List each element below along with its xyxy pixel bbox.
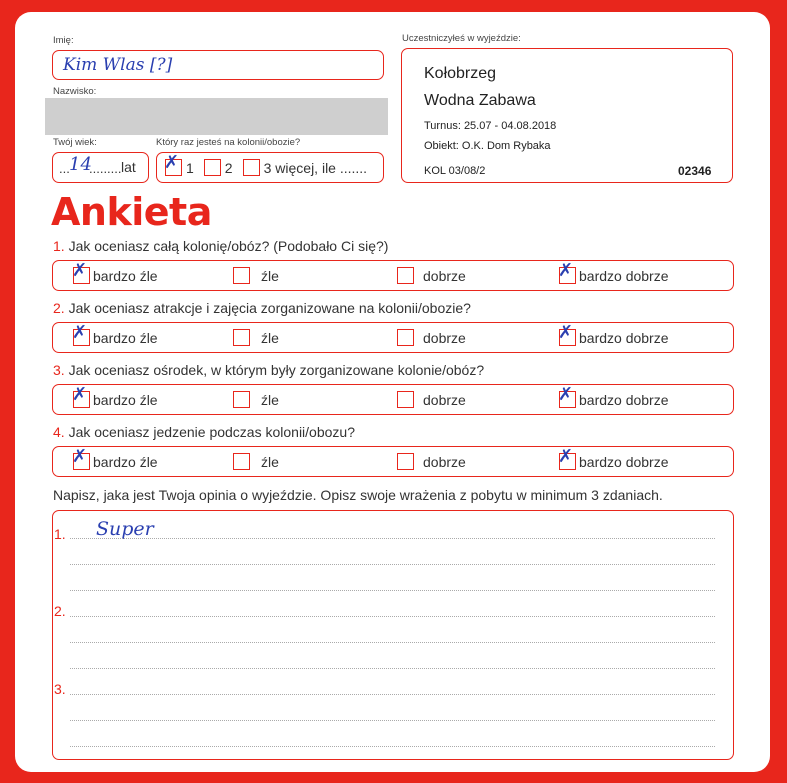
line-number-1: 1.	[54, 526, 66, 542]
checkbox-3-dobrze[interactable]	[397, 391, 414, 408]
imie-label: Imię:	[53, 35, 74, 46]
wiek-dots: ...	[59, 161, 70, 176]
writing-line	[70, 668, 715, 669]
writing-line	[70, 538, 715, 539]
writing-line	[70, 590, 715, 591]
wiek-label: Twój wiek:	[53, 137, 97, 148]
checkbox-raz-2[interactable]	[204, 159, 221, 176]
raz-1-label: 1	[186, 159, 194, 176]
wiek-field[interactable]	[52, 152, 149, 183]
trip-obiekt: Obiekt: O.K. Dom Rybaka	[424, 140, 551, 152]
option-3-zle[interactable]	[233, 391, 279, 408]
question-3-text: Jak oceniasz ośrodek, w którym były zorganizowane kolonie/obóz?	[68, 362, 485, 378]
opinion-box[interactable]	[52, 510, 734, 760]
question-3-num: 3.	[53, 362, 65, 378]
checkbox-3-bardzo-dobrze[interactable]: ✗	[559, 391, 576, 408]
ktory-raz-options	[164, 152, 368, 176]
checkbox-2-zle[interactable]	[233, 329, 250, 346]
lat-label: lat	[121, 159, 136, 175]
option-label: źle	[261, 453, 279, 470]
checkbox-4-bardzo-dobrze[interactable]: ✗	[559, 453, 576, 470]
option-label: dobrze	[423, 329, 466, 346]
option-2-bardzo-zle[interactable]	[72, 322, 158, 346]
page-title: Ankieta	[51, 190, 212, 234]
question-2-text: Jak oceniasz atrakcje i zajęcia zorganizowane na kolonii/obozie?	[68, 300, 471, 316]
trip-turnus: Turnus: 25.07 - 04.08.2018	[424, 120, 557, 132]
option-1-zle[interactable]	[233, 267, 279, 284]
option-1-bardzo-zle[interactable]	[72, 260, 158, 284]
question-2-num: 2.	[53, 300, 65, 316]
option-1-dobrze[interactable]	[397, 267, 466, 284]
option-label: dobrze	[423, 267, 466, 284]
checkbox-3-bardzo-zle[interactable]: ✗	[73, 391, 90, 408]
answer-1-handwriting: Super	[96, 518, 154, 540]
ktory-raz-field	[156, 152, 384, 183]
option-1-bardzo-dobrze[interactable]	[558, 260, 669, 284]
line-number-3: 3.	[54, 681, 66, 697]
imie-field[interactable]	[52, 50, 384, 80]
ktory-raz-label: Który raz jesteś na kolonii/obozie?	[156, 137, 301, 148]
checkbox-4-dobrze[interactable]	[397, 453, 414, 470]
writing-line	[70, 564, 715, 565]
nazwisko-redaction	[45, 98, 388, 135]
option-4-dobrze[interactable]	[397, 453, 466, 470]
trip-city: Kołobrzeg	[424, 65, 497, 82]
option-3-bardzo-dobrze[interactable]	[558, 384, 669, 408]
checkbox-1-bardzo-dobrze[interactable]: ✗	[559, 267, 576, 284]
trip-program: Wodna Zabawa	[424, 92, 536, 109]
writing-line	[70, 616, 715, 617]
question-4-num: 4.	[53, 424, 65, 440]
option-label: bardzo dobrze	[579, 453, 669, 470]
trip-code: KOL 03/08/2	[424, 165, 486, 177]
option-2-zle[interactable]	[233, 329, 279, 346]
raz-2-label: 2	[224, 159, 233, 176]
writing-line	[70, 720, 715, 721]
option-label: bardzo dobrze	[579, 329, 669, 346]
option-label: źle	[261, 267, 279, 284]
wiek-handwriting: 14	[69, 154, 92, 175]
option-label: źle	[261, 391, 279, 408]
imie-handwriting: Kim Wlas [?]	[63, 55, 173, 75]
writing-line	[70, 642, 715, 643]
line-number-2: 2.	[54, 603, 66, 619]
question-4	[53, 424, 355, 440]
option-4-bardzo-zle[interactable]	[72, 446, 158, 470]
opinion-prompt: Napisz, jaka jest Twoja opinia o wyjeździe. Opisz swoje wrażenia z pobytu w minimum 3 zdaniach.	[53, 487, 663, 503]
writing-line	[70, 746, 715, 747]
raz-3-label: 3 więcej, ile .......	[263, 159, 368, 176]
checkbox-4-bardzo-zle[interactable]: ✗	[73, 453, 90, 470]
option-label: bardzo źle	[93, 453, 158, 470]
checkbox-2-dobrze[interactable]	[397, 329, 414, 346]
answers-3	[52, 384, 734, 415]
option-label: bardzo źle	[93, 267, 158, 284]
option-label: źle	[261, 329, 279, 346]
question-1-num: 1.	[53, 238, 65, 254]
checkbox-4-zle[interactable]	[233, 453, 250, 470]
answers-4	[52, 446, 734, 477]
option-label: bardzo dobrze	[579, 267, 669, 284]
answers-1	[52, 260, 734, 291]
option-4-zle[interactable]	[233, 453, 279, 470]
option-4-bardzo-dobrze[interactable]	[558, 446, 669, 470]
option-3-dobrze[interactable]	[397, 391, 466, 408]
uczestniczyles-label: Uczestniczyłeś w wyjeździe:	[402, 33, 521, 44]
checkbox-2-bardzo-zle[interactable]: ✗	[73, 329, 90, 346]
question-2	[53, 300, 471, 316]
option-label: dobrze	[423, 391, 466, 408]
option-label: bardzo źle	[93, 391, 158, 408]
checkbox-2-bardzo-dobrze[interactable]: ✗	[559, 329, 576, 346]
option-label: bardzo źle	[93, 329, 158, 346]
checkbox-raz-1[interactable]: ✗	[165, 159, 182, 176]
writing-line	[70, 694, 715, 695]
checkbox-1-bardzo-zle[interactable]: ✗	[73, 267, 90, 284]
question-1	[53, 238, 388, 254]
trip-number: 02346	[678, 164, 712, 178]
wiek-dots-after: .........	[89, 161, 122, 176]
option-label: dobrze	[423, 453, 466, 470]
option-2-bardzo-dobrze[interactable]	[558, 322, 669, 346]
question-1-text: Jak oceniasz całą kolonię/obóz? (Podobało Ci się?)	[68, 238, 389, 254]
question-3	[53, 362, 484, 378]
option-label: bardzo dobrze	[579, 391, 669, 408]
option-2-dobrze[interactable]	[397, 329, 466, 346]
answers-2	[52, 322, 734, 353]
checkbox-1-zle[interactable]	[233, 267, 250, 284]
question-4-text: Jak oceniasz jedzenie podczas kolonii/obozu?	[68, 424, 355, 440]
checkbox-3-zle[interactable]	[233, 391, 250, 408]
checkbox-raz-3[interactable]	[243, 159, 260, 176]
option-3-bardzo-zle[interactable]	[72, 384, 158, 408]
checkbox-1-dobrze[interactable]	[397, 267, 414, 284]
nazwisko-label: Nazwisko:	[53, 86, 97, 97]
trip-info-box	[401, 48, 733, 183]
